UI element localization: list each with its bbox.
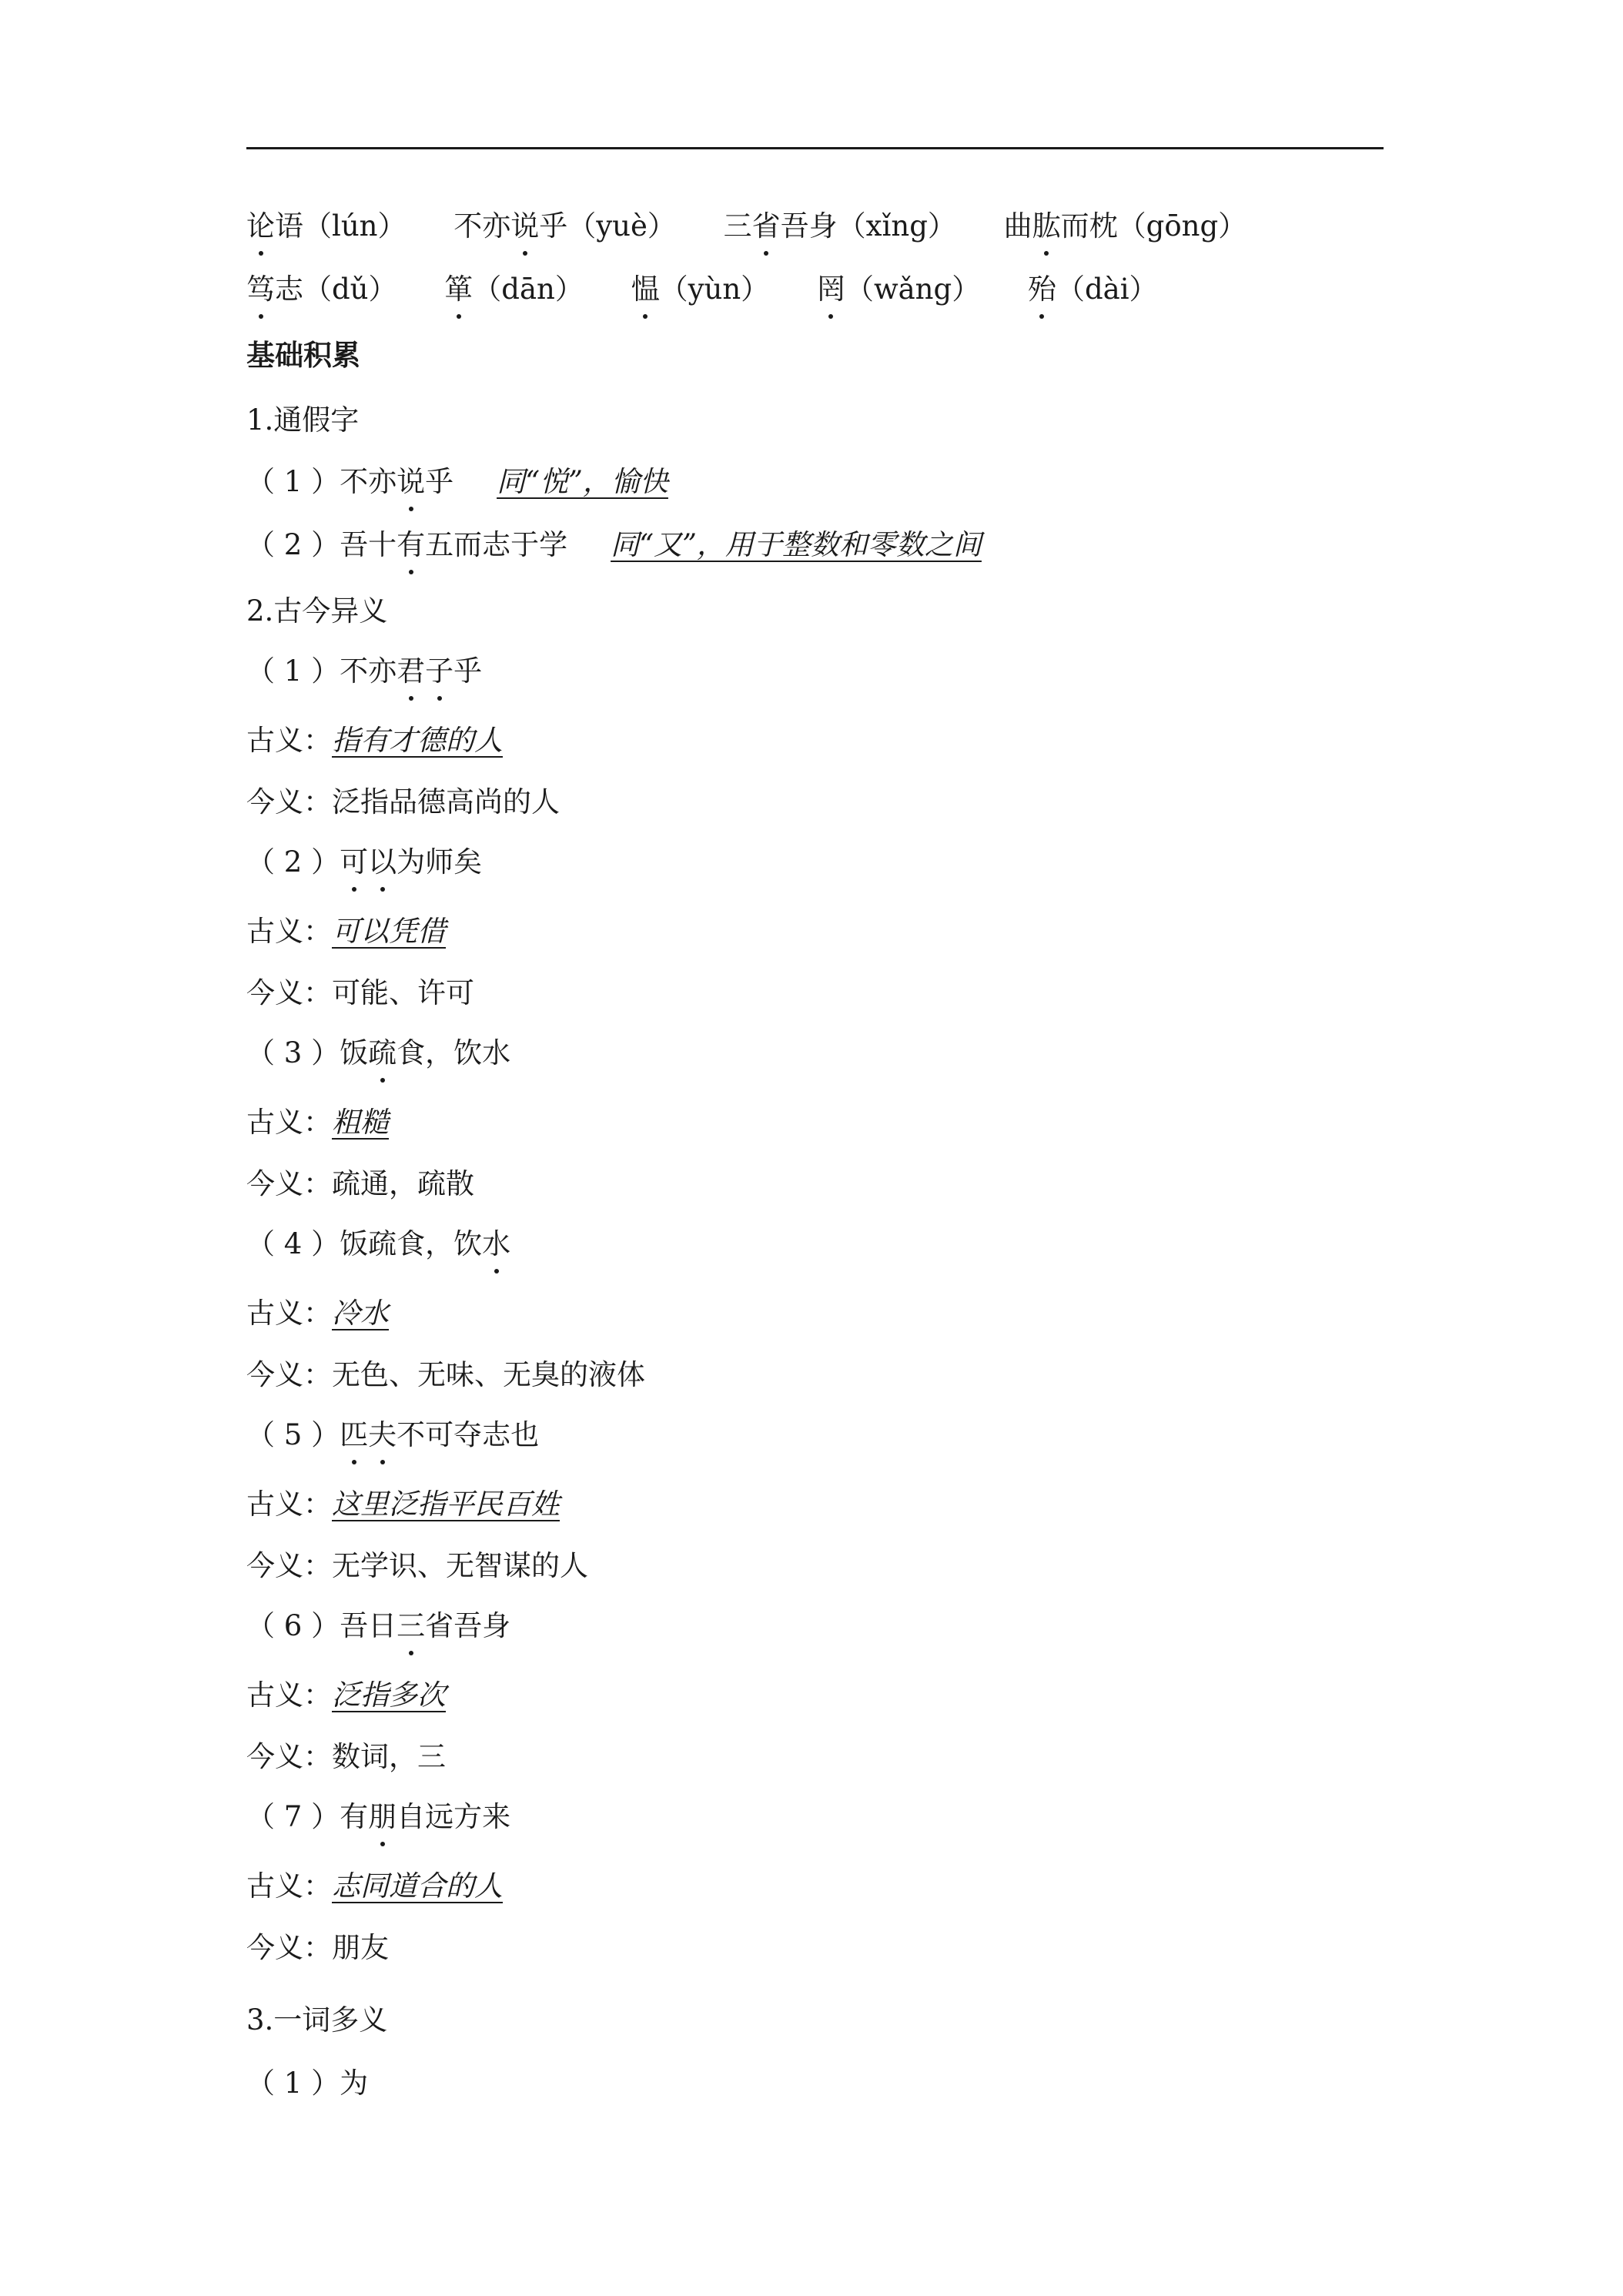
ancient-meaning: 古义：粗糙 [246,1106,389,1139]
pinyin-item: 罔（wǎng） [817,273,980,306]
modern-meaning: 今义：无学识、无智谋的人 [246,1549,588,1582]
pinyin-item: 论语（lún） [246,209,407,243]
pinyin-item: 箪（dān） [444,273,584,306]
ancient-meaning: 古义：指有才德的人 [246,724,503,757]
section-heading: 基础积累 [246,339,360,372]
pinyin-item: 笃志（dǔ） [246,273,397,306]
gujin-question: （ 4 ）饭疏食，饮水 [246,1224,510,1264]
ancient-meaning: 古义：泛指多次 [246,1678,446,1712]
gujin-question: （ 3 ）饭疏食，饮水 [246,1033,510,1073]
modern-meaning: 今义：可能、许可 [246,976,474,1009]
gujin-question: （ 1 ）不亦君子乎 [246,651,482,691]
gujin-question: （ 2 ）可以为师矣 [246,842,482,882]
pinyin-row-2 [246,269,1158,310]
ancient-meaning: 古义：冷水 [246,1297,389,1330]
pinyin-item: 三省吾身（xǐng） [724,209,956,243]
answer: 同“悦”，愉快 [497,465,668,498]
subsection-title: 2.古今异义 [246,594,388,628]
ancient-meaning: 古义：可以凭借 [246,915,446,948]
modern-meaning: 今义：泛指品德高尚的人 [246,785,560,818]
modern-meaning: 今义：疏通，疏散 [246,1167,474,1200]
subsection-title: 1.通假字 [246,403,360,437]
ancient-meaning: 古义：这里泛指平民百姓 [246,1488,560,1521]
gujin-question: （ 5 ）匹夫不可夺志也 [246,1415,539,1455]
header-rule [246,147,1384,149]
modern-meaning: 今义：无色、无味、无臭的液体 [246,1358,645,1391]
answer: 同“又”，用于整数和零数之间 [611,528,982,561]
pinyin-item: 殆（dài） [1028,273,1158,306]
subsection-title: 3.一词多义 [246,2003,388,2037]
yicidouyi-item: （ 1 ）为 [246,2067,369,2100]
modern-meaning: 今义：朋友 [246,1931,389,1964]
tongjiazi-item: （ 1 ）不亦说乎 同“悦”，愉快 [246,462,668,502]
pinyin-item: 愠（yùn） [631,273,770,306]
pinyin-item: 曲肱而枕（gōng） [1004,209,1247,243]
ancient-meaning: 古义：志同道合的人 [246,1869,503,1903]
tongjiazi-item: （ 2 ）吾十有五而志于学 同“又”，用于整数和零数之间 [246,525,982,565]
gujin-question: （ 7 ）有朋自远方来 [246,1797,510,1837]
pinyin-item: 不亦说乎（yuè） [453,209,676,243]
pinyin-row-1 [246,206,1247,246]
modern-meaning: 今义：数词，三 [246,1740,446,1773]
gujin-question: （ 6 ）吾日三省吾身 [246,1606,510,1646]
